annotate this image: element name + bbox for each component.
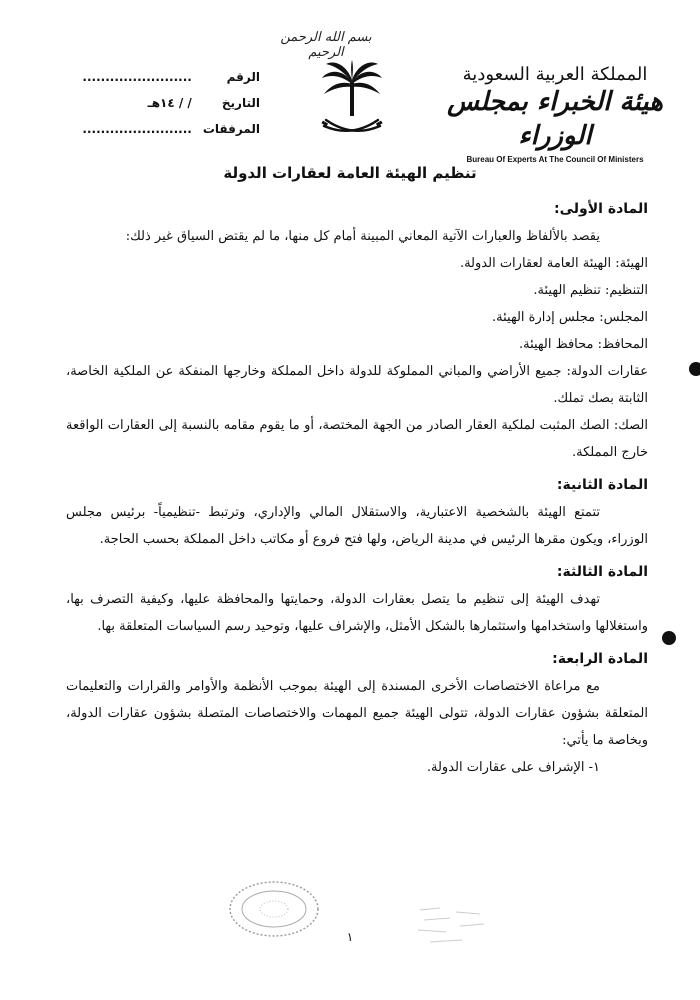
article-paragraph: تهدف الهيئة إلى تنظيم ما يتصل بعقارات الدولة، وحمايتها والمحافظة عليها، وكيفية التصرف بها، واستغلالها واستخدامها واستثمارها بالشكل الأمثل، والإشراف عليها، وتوحيد رسم السياسات المتعلقة بها. [66, 592, 648, 634]
page-number: ١ [346, 930, 354, 944]
article-heading: المادة الرابعة: [552, 651, 648, 667]
definition-line: الهيئة: الهيئة العامة لعقارات الدولة. [459, 256, 648, 271]
organization-header [440, 64, 670, 164]
reference-fields [30, 64, 260, 142]
article-paragraph: ١- الإشراف على عقارات الدولة. [426, 760, 600, 775]
article-paragraph: مع مراعاة الاختصاصات الأخرى المسندة إلى الهيئة بموجب الأنظمة والأوامر والقرارات والتعليمات المتعلقة بشؤون عقارات الدولة، تتولى الهيئة جميع المهمات والاختصاصات المتصلة بشؤون عقارات الدولة، وبخاصة ما يأتي: [66, 679, 648, 748]
definition-line: الصك: الصك المثبت لملكية العقار الصادر من الجهة المختصة، أو ما يقوم مقامه بالنسبة إلى العقارات الواقعة خارج المملكة. [66, 418, 648, 460]
punch-hole [662, 631, 676, 645]
article-paragraph: تتمتع الهيئة بالشخصية الاعتبارية، والاستقلال المالي والإداري، وترتبط -تنظيمياً- برئيس مجلس الوزراء، ويكون مقرها الرئيس في مدينة الرياض، ولها فتح فروع أو مكاتب داخل المملكة بحسب الحاجة. [66, 505, 648, 547]
definition-line: التنظيم: تنظيم الهيئة. [533, 283, 648, 298]
definition-line: المحافظ: محافظ الهيئة. [518, 337, 648, 352]
official-seal-stamp [226, 878, 322, 940]
date-field [30, 90, 260, 116]
definition-line: عقارات الدولة: جميع الأراضي والمباني المملوكة للدولة داخل المملكة وخارجها المنفكة عن الملكية الخاصة، الثابتة بصك تملك. [66, 364, 648, 406]
attachments-field [30, 116, 260, 142]
field-label: المرفقات [202, 122, 260, 136]
definition-line: المجلس: مجلس إدارة الهيئة. [492, 310, 648, 325]
bureau-name-english: Bureau Of Experts At The Council Of Ministers [466, 155, 644, 164]
faded-stamp [410, 898, 490, 954]
bureau-name-arabic: هيئة الخبراء بمجلس الوزراء [447, 87, 663, 151]
document-title: تنظيم الهيئة العامة لعقارات الدولة [223, 164, 477, 182]
kingdom-name: المملكة العربية السعودية [462, 64, 648, 85]
document-body [66, 196, 648, 781]
basmala: بسم الله الرحمن الرحيم [280, 30, 372, 60]
article-paragraph: يقصد بالألفاظ والعبارات الآتية المعاني المبينة أمام كل منها، ما لم يقتض السياق غير ذلك: [125, 229, 600, 244]
punch-hole [689, 362, 700, 376]
reference-number-field [30, 64, 260, 90]
article-heading: المادة الأولى: [554, 201, 648, 217]
palm-swords-emblem-icon [318, 60, 386, 144]
field-value: ........................ [82, 70, 192, 84]
field-label: التاريخ [221, 96, 260, 110]
field-value: / / ١٤هـ [147, 96, 192, 110]
article-heading: المادة الثالثة: [556, 564, 648, 580]
field-value: ........................ [82, 122, 192, 136]
article-heading: المادة الثانية: [556, 477, 648, 493]
field-label: الرقم [226, 70, 260, 84]
